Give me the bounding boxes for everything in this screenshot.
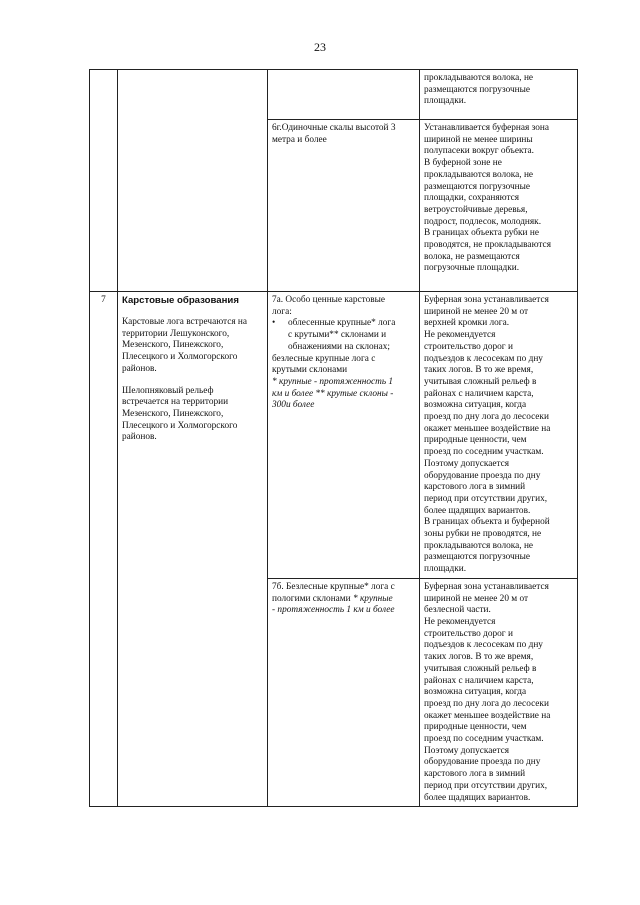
text-line: оборудование проезда по дну — [424, 470, 541, 481]
text-line: строительство дорог и — [424, 628, 513, 639]
text-line: Мезенского, Пинежского, — [122, 340, 224, 351]
measures-text — [424, 582, 573, 804]
measures-text — [424, 73, 573, 108]
object-cell — [118, 292, 268, 807]
text-line: размещаются погрузочные — [424, 181, 530, 192]
text-line: районов. — [122, 432, 157, 443]
criterion-text — [272, 295, 415, 318]
text-line: проезд по соседним участкам. — [424, 447, 544, 458]
criterion-cell — [268, 578, 420, 806]
text-line: проводятся, не прокладываются — [424, 240, 551, 251]
list-item — [272, 318, 415, 353]
text-line: Мезенского, Пинежского, — [122, 409, 224, 419]
text-line: Поэтому допускается — [424, 458, 510, 469]
criterion-cell — [268, 120, 420, 292]
text-line: проезд по дну лога до лесосеки — [424, 412, 549, 423]
text-line: В границах объекта рубки не — [424, 228, 539, 239]
text-line: площадки, сохраняются — [424, 193, 520, 204]
text-line: Плесецкого и Холмогорского — [122, 420, 238, 431]
regulations-table — [89, 69, 578, 807]
criterion-footnote — [272, 377, 415, 412]
text-line: погрузочные площадки. — [424, 263, 520, 274]
text-line: период при отсутствии других, — [424, 493, 548, 504]
text-line: проезд по соседним участкам. — [424, 734, 544, 745]
text-line: площадки. — [424, 564, 467, 575]
text-line: Поэтому допускается — [424, 745, 510, 756]
text-line: 6г.Одиночные скалы высотой 3 — [272, 123, 396, 133]
object-description — [122, 386, 263, 445]
criterion-cell — [268, 70, 420, 120]
text-line: природные ценности, чем — [424, 722, 527, 733]
text-line: • облесенные крупные* лога — [288, 318, 396, 329]
text-line: площадки. — [424, 96, 467, 107]
text-line: учитывая сложный рельеф в — [424, 376, 537, 387]
text-line: В границах объекта и буферной — [424, 517, 550, 528]
text-line: Не рекомендуется — [424, 616, 496, 627]
text-line: таких логов. В то же время, — [424, 365, 534, 376]
text-line: Устанавливается буферная зона — [424, 123, 549, 133]
text-line: - протяженность 1 км и более — [272, 605, 395, 616]
criterion-line — [272, 594, 415, 606]
table-row — [90, 70, 578, 120]
text-line: таких логов. В то же время, — [424, 652, 534, 663]
text-line: Буферная зона устанавливается — [424, 295, 549, 305]
text-line: период при отсутствии других, — [424, 780, 548, 791]
text-line: зоны рубки не проводятся, не — [424, 529, 542, 540]
text-line: волока, не размещаются — [424, 251, 520, 262]
text-line: проезд по дну лога до лесосеки — [424, 698, 549, 709]
text-line: 7а. Особо ценные карстовые — [272, 295, 385, 305]
measures-cell — [420, 578, 578, 806]
text-line: природные ценности, чем — [424, 435, 527, 446]
text-line: территории Лешуконского, — [122, 328, 230, 339]
text-line: размещаются погрузочные — [424, 552, 530, 563]
text-line: встречается на территории — [122, 397, 229, 408]
text-line: верхней кромки лога. — [424, 318, 510, 329]
text-line: с крутыми** склонами и — [288, 330, 387, 341]
text-line: районов. — [122, 363, 157, 374]
criterion-footnote: * крупные — [352, 593, 393, 604]
text-line: размещаются погрузочные — [424, 84, 530, 95]
criterion-cell — [268, 292, 420, 579]
text-line: более щадящих вариантов. — [424, 792, 531, 803]
text-line: обнажениями на склонах; — [288, 341, 391, 352]
object-cell — [118, 70, 268, 292]
text-line: полупасеки вокруг объекта. — [424, 146, 534, 157]
measures-cell — [420, 120, 578, 292]
object-description — [122, 317, 263, 376]
text-line: крутыми склонами — [272, 365, 348, 376]
text-line: шириной не менее 20 м от — [424, 306, 529, 317]
text-line: В буферной зоне не — [424, 158, 502, 169]
text-line: строительство дорог и — [424, 341, 513, 352]
text-line: подъездов к лесосекам по дну — [424, 640, 543, 651]
table-row — [90, 292, 578, 579]
text-line: карстового лога в зимний — [424, 769, 526, 780]
page-number: 23 — [314, 40, 326, 54]
section-title: Карстовые образования — [122, 295, 239, 306]
text-line: Буферная зона устанавливается — [424, 581, 549, 592]
measures-cell — [420, 292, 578, 579]
criterion-line: 7б. Безлесные крупные* лога с — [272, 581, 395, 592]
row-number-cell: 7 — [90, 292, 118, 807]
text-line: шириной не менее 20 м от — [424, 593, 529, 604]
text-line: Плесецкого и Холмогорского — [122, 352, 238, 363]
text-line: районах с наличием карста, — [424, 388, 534, 399]
text-line: прокладываются волока, не — [424, 169, 534, 180]
text-line: возможна ситуация, когда — [424, 400, 527, 411]
measures-text — [424, 123, 573, 275]
text-line: 300и более — [272, 400, 315, 411]
text-line: прокладываются волока, не — [424, 540, 534, 551]
text-line: оборудование проезда по дну — [424, 757, 541, 768]
text-line: Шелопняковый рельеф — [122, 385, 214, 396]
text-line: окажет меньшее воздействие на — [424, 710, 551, 721]
text-line: безлесной части. — [424, 605, 491, 616]
measures-cell — [420, 70, 578, 120]
criterion-footnote — [272, 605, 415, 617]
text-line: учитывая сложный рельеф в — [424, 663, 537, 674]
text-line: Карстовые лога встречаются на — [122, 317, 248, 328]
criterion-bullets — [272, 318, 415, 353]
text-line: более щадящих вариантов. — [424, 505, 531, 516]
criterion-text — [272, 123, 415, 146]
text-line: шириной не менее ширины — [424, 134, 533, 145]
text-line: прокладываются волока, не — [424, 73, 534, 83]
text-line: возможна ситуация, когда — [424, 687, 527, 698]
criterion-text: пологими склонами — [272, 593, 351, 604]
text-line: подрост, подлесок, молодняк. — [424, 216, 542, 227]
text-line: лога: — [272, 306, 292, 317]
text-line: Не рекомендуется — [424, 330, 496, 341]
text-line: метра и более — [272, 134, 327, 145]
text-line: км и более ** крутые склоны - — [272, 388, 394, 399]
text-line: окажет меньшее воздействие на — [424, 423, 551, 434]
criterion-text — [272, 354, 415, 377]
text-line: подъездов к лесосекам по дну — [424, 353, 543, 364]
text-line: карстового лога в зимний — [424, 482, 526, 493]
text-line: ветроустойчивые деревья, — [424, 204, 528, 215]
text-line: районах с наличием карста, — [424, 675, 534, 686]
measures-text — [424, 295, 573, 576]
row-number-cell — [90, 70, 118, 292]
text-line: * крупные - протяженность 1 — [272, 376, 394, 387]
text-line: безлесные крупные лога с — [272, 353, 376, 364]
